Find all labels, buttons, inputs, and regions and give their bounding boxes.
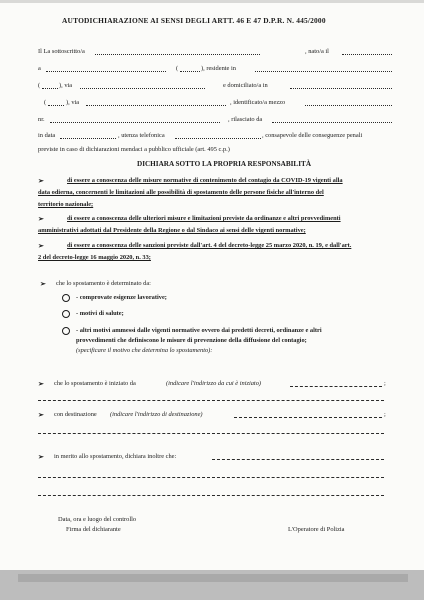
- prov3-open: (: [44, 99, 47, 106]
- decl3-line1: di essere a conoscenza delle sanzioni previste dall'art. 4 del decreto-legge 25 marzo 2020, n. 19, e dall'art.: [67, 242, 352, 249]
- dichiara-heading: DICHIARA SOTTO LA PROPRIA RESPONSABILITÀ: [137, 160, 312, 168]
- nr-label: nr.: [38, 116, 45, 123]
- destination-address-line2[interactable]: [38, 433, 384, 434]
- semicolon-2: ;: [384, 411, 386, 418]
- nato-label: , nato/a il: [305, 48, 329, 55]
- destinazione-hint: (indicare l'indirizzo di destinazione): [110, 411, 203, 418]
- firma-dichiarante-label: Firma del dichiarante: [66, 526, 121, 533]
- iniziato-label: che lo spostamento è iniziato da: [54, 380, 136, 387]
- domicile-province-field[interactable]: [48, 105, 64, 106]
- decl1-line1: di essere a conoscenza delle misure normative di contenimento del contagio da COVID-19 vigenti alla: [67, 177, 343, 184]
- birth-province-field[interactable]: [180, 71, 200, 72]
- data-ora-luogo-label: Data, ora e luogo del controllo: [58, 516, 137, 523]
- arrow-bullet-icon: ➢: [38, 411, 44, 419]
- arrow-bullet-icon: ➢: [40, 280, 46, 288]
- decl2-line1: di essere a conoscenza delle ulteriori misure e limitazioni previste da ordinanze e altri provvedimenti: [67, 215, 341, 222]
- phone-field[interactable]: [175, 138, 261, 139]
- option-other-label: - altri motivi ammessi dalle vigenti normative ovvero dai predetti decreti, ordinanze e altri: [76, 327, 322, 334]
- name-field[interactable]: [95, 54, 260, 55]
- via1-label: ), via: [59, 82, 73, 89]
- residence-city-field[interactable]: [255, 71, 392, 72]
- arrow-bullet-icon: ➢: [38, 453, 44, 461]
- decl1-line2: data odierna, concernenti le limitazioni alle possibilità di spostamento delle persone fisiche all'interno del: [38, 189, 324, 196]
- domicilio-label: e domiciliato/a in: [223, 82, 268, 89]
- operatore-polizia-label: L'Operatore di Polizia: [288, 526, 345, 533]
- domicile-street-field[interactable]: [86, 105, 226, 106]
- sottoscritto-label: Il La sottoscritto/a: [38, 48, 85, 55]
- via2-label: ), via: [66, 99, 80, 106]
- issued-by-field[interactable]: [272, 122, 392, 123]
- prov2-open: (: [38, 82, 41, 89]
- option-health-label: - motivi di salute;: [76, 310, 124, 317]
- decl2-line2: amministrativi adottati dal Presidente della Regione o dal Sindaco ai sensi delle vigenti normative;: [38, 227, 306, 234]
- id-document-type-field[interactable]: [305, 105, 392, 106]
- in-data-label: in data: [38, 132, 56, 139]
- semicolon-1: ;: [384, 380, 386, 387]
- motivo-intro: che lo spostamento è determinato da:: [56, 280, 151, 287]
- destinazione-label: con destinazione: [54, 411, 97, 418]
- a-label: a: [38, 65, 41, 72]
- start-address-line2[interactable]: [38, 400, 384, 401]
- rilasciato-label: , rilasciato da: [228, 116, 263, 123]
- residente-label: ), residente in: [201, 65, 236, 72]
- residence-province-field[interactable]: [42, 88, 58, 89]
- option-work-radio[interactable]: [62, 294, 70, 302]
- further-declaration-line2[interactable]: [38, 477, 384, 478]
- previste-text: previste in caso di dichiarazioni mendaci a pubblico ufficiale (art. 495 c.p.): [38, 146, 230, 153]
- in-merito-label: in merito allo spostamento, dichiara inoltre che:: [54, 453, 177, 460]
- consapevole-label: , consapevole delle conseguenze penali: [262, 132, 363, 139]
- prov1-open: (: [176, 65, 179, 72]
- decl3-line2: 2 del decreto-legge 16 maggio 2020, n. 33;: [38, 254, 151, 261]
- scan-edge-bottom-shadow: [18, 574, 408, 582]
- further-declaration-field[interactable]: [212, 459, 384, 460]
- start-address-field[interactable]: [290, 386, 382, 387]
- id-number-field[interactable]: [50, 122, 220, 123]
- option-health-radio[interactable]: [62, 310, 70, 318]
- birthplace-field[interactable]: [46, 71, 166, 72]
- birth-date-field[interactable]: [342, 54, 392, 55]
- document-title: AUTODICHIARAZIONE AI SENSI DEGLI ARTT. 46 E 47 D.P.R. N. 445/2000: [62, 16, 326, 25]
- specificare-hint: (specificare il motivo che determina lo spostamento):: [76, 347, 213, 354]
- arrow-bullet-icon: ➢: [38, 215, 44, 223]
- decl1-line3: territorio nazionale;: [38, 201, 94, 208]
- iniziato-hint: (indicare l'indirizzo da cui è iniziato): [166, 380, 262, 387]
- identificato-label: , identificato/a mezzo: [230, 99, 286, 106]
- option-other-radio[interactable]: [62, 327, 70, 335]
- destination-address-field[interactable]: [234, 417, 382, 418]
- arrow-bullet-icon: ➢: [38, 380, 44, 388]
- residence-street-field[interactable]: [80, 88, 205, 89]
- scan-edge-top: [0, 0, 424, 3]
- arrow-bullet-icon: ➢: [38, 242, 44, 250]
- issue-date-field[interactable]: [60, 138, 116, 139]
- further-declaration-line3[interactable]: [38, 495, 384, 496]
- option-other-cont: provvedimenti che definiscono le misure di prevenzione della diffusione del contagio;: [76, 337, 307, 344]
- option-work-label: - comprovate esigenze lavorative;: [76, 294, 167, 301]
- arrow-bullet-icon: ➢: [38, 177, 44, 185]
- utenza-label: , utenza telefonica: [118, 132, 165, 139]
- domicile-city-field[interactable]: [290, 88, 392, 89]
